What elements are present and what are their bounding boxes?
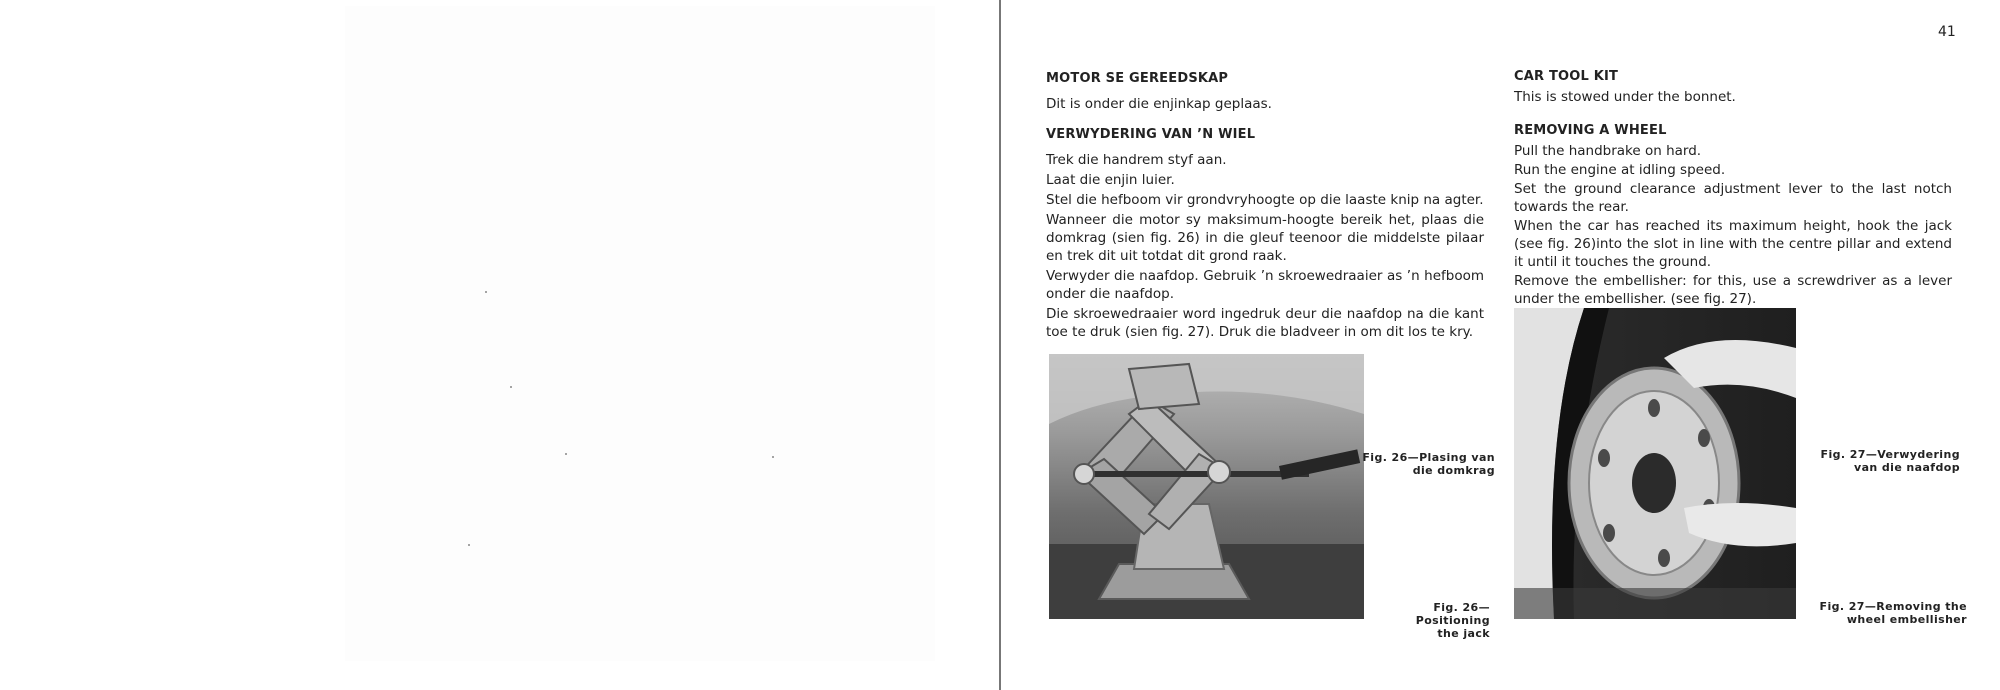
afrikaans-step: Verwyder die naafdop. Gebruik ’n skroewedraaier as ’n hefboom onder die naafdop. (1046, 268, 1484, 302)
english-step: Remove the embellisher: for this, use a screwdriver as a lever under the embellisher. (see fig. 27). (1514, 273, 1952, 307)
english-step: Run the engine at idling speed. (1514, 162, 1726, 178)
caption-line: van die naafdop (1854, 461, 1960, 474)
english-tool-kit-text: This is stowed under the bonnet. (1514, 89, 1736, 105)
fig-27-caption-english (1800, 600, 1967, 626)
caption-line: Fig. 26—Positioning (1415, 601, 1490, 627)
fig-26-caption-afrikaans (1360, 451, 1495, 477)
afrikaans-step: Laat die enjin luier. (1046, 172, 1175, 188)
paper-speck (565, 453, 567, 455)
english-step: Pull the handbrake on hard. (1514, 143, 1702, 159)
english-step: When the car has reached its maximum height, hook the jack (see fig. 26)into the slot in line with the centre pillar and extend it until it touches the ground. (1514, 218, 1952, 270)
english-wheel-heading: REMOVING A WHEEL (1514, 123, 1667, 138)
afrikaans-wheel-heading: VERWYDERING VAN ’N WIEL (1046, 127, 1256, 142)
wheel-removal-drawing (1514, 308, 1796, 619)
scissor-jack-drawing (1049, 354, 1364, 619)
wheel-embellisher-photo (1514, 308, 1796, 619)
afrikaans-step: Die skroewedraaier word ingedruk deur die naafdop na die kant toe te druk (sien fig. 27). Druk die bladveer in om dit los te kry. (1046, 306, 1484, 340)
caption-line: Fig. 26—Plasing van (1362, 451, 1495, 464)
paper-speck (485, 291, 487, 293)
paper-speck (468, 544, 470, 546)
afrikaans-step: Stel die hefboom vir grondvryhoogte op die laaste knip na agter. (1046, 192, 1484, 208)
page-number: 41 (1938, 24, 1956, 40)
caption-line: wheel embellisher (1846, 613, 1967, 626)
blank-page-area (345, 6, 935, 661)
scissor-jack-photo (1049, 354, 1364, 619)
caption-line: Fig. 27—Removing the (1819, 600, 1967, 613)
paper-speck (510, 386, 512, 388)
afrikaans-tool-kit-text: Dit is onder die enjinkap geplaas. (1046, 96, 1272, 112)
fig-26-caption-english (1360, 601, 1490, 640)
english-column (1514, 68, 1952, 309)
afrikaans-tool-kit-heading: MOTOR SE GEREEDSKAP (1046, 71, 1229, 86)
paper-speck (772, 456, 774, 458)
fig-27-caption-afrikaans (1800, 448, 1960, 474)
caption-line: die domkrag (1412, 464, 1495, 477)
afrikaans-step: Trek die handrem styf aan. (1046, 152, 1227, 168)
english-tool-kit-heading: CAR TOOL KIT (1514, 69, 1619, 84)
caption-line: the jack (1437, 627, 1490, 640)
caption-line: Fig. 27—Verwydering (1820, 448, 1960, 461)
english-step: Set the ground clearance adjustment lever to the last notch towards the rear. (1514, 181, 1952, 215)
afrikaans-column (1046, 70, 1484, 343)
afrikaans-step: Wanneer die motor sy maksimum-hoogte bereik het, plaas die domkrag (sien fig. 26) in die gleuf teenoor die middelste pilaar en trek dit uit totdat dit grond raak. (1046, 212, 1484, 264)
